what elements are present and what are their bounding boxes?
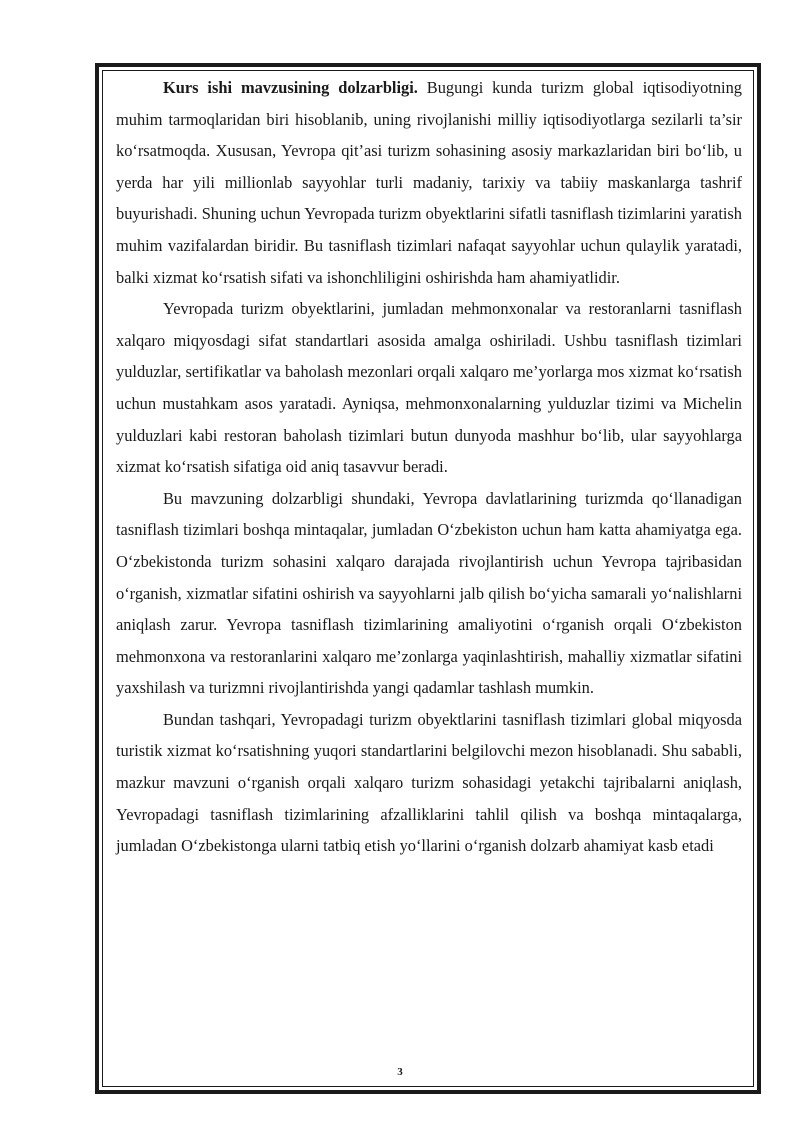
page-number: 3 [397, 1066, 403, 1078]
paragraph-conclusion: Bundan tashqari, Yevropadagi turizm obyektlarini tasniflash tizimlari global miqyosda turistik xizmat ko‘rsatishning yuqori standartlarini belgilovchi mezon hisoblanadi. Shu sababli, mazkur mavzuni o‘rganish orqali xalqaro turizm sohasidagi yetakchi tajribalarni aniqlash, Yevropadagi tasniflash tizimlarining afzalliklarini tahlil qilish va boshqa mintaqalarga, jumladan O‘zbekistonga ularni tatbiq etish yo‘llarini o‘rganish dolzarb ahamiyat kasb etadi [116, 709, 742, 856]
document-body [116, 72, 742, 862]
paragraph-importance: Bu mavzuning dolzarbligi shundaki, Yevropa davlatlarining turizmda qo‘llanadigan tasniflash tizimlari boshqa mintaqalar, jumladan O‘zbekiston uchun ham katta ahamiyatga ega. O‘zbekistonda turizm sohasini xalqaro darajada rivojlantirish uchun Yevropa tajribasidan o‘rganish, xizmatlar sifatini oshirish va sayyohlarni jalb qilish bo‘yicha samarali yo‘nalishlarni aniqlash zarur. Yevropa tasniflash tizimlarining amaliyotini o‘rganish orqali O‘zbekiston mehmonxona va restoranlarini xalqaro me’zonlarga yaqinlashtirish, mahalliy xizmatlar sifatini yaxshilash va turizmni rivojlantirishda yangi qadamlar tashlash mumkin. [116, 488, 742, 698]
paragraph-relevance [116, 72, 742, 293]
paragraph-text: Bugungi kunda turizm global iqtisodiyotning muhim tarmoqlaridan biri hisoblanib, uning rivojlanishi milliy iqtisodiyotlarga sezilarli ta’sir ko‘rsatmoqda. Xususan, Yevropa qit’asi turizm sohasining asosiy markazlaridan biri bo‘lib, u yerda har yili millionlab sayyohlar turli madaniy, tarixiy va tabiiy maskanlarga tashrif buyurishadi. Shuning uchun Yevropada turizm obyektlarini sifatli tasniflash tizimlarini yaratish muhim vazifalardan biridir. Bu tasniflash tizimlari nafaqat sayyohlar uchun qulaylik yaratadi, balki xizmat ko‘rsatish sifati va ishonchliligini oshirishda ham ahamiyatlidir. [116, 78, 742, 287]
section-heading: Kurs ishi mavzusining dolzarbligi. [163, 78, 418, 97]
paragraph-classification: Yevropada turizm obyektlarini, jumladan mehmonxonalar va restoranlarni tasniflash xalqaro miqyosdagi sifat standartlari asosida amalga oshiriladi. Ushbu tasniflash tizimlari yulduzlar, sertifikatlar va baholash mezonlari orqali xalqaro me’yorlarga mos xizmat ko‘rsatish uchun mustahkam asos yaratadi. Ayniqsa, mehmonxonalarning yulduzlar tizimi va Michelin yulduzlari kabi restoran baholash tizimlari butun dunyoda mashhur bo‘lib, ular sayyohlarga xizmat ko‘rsatish sifatiga oid aniq tasavvur beradi. [116, 299, 742, 477]
